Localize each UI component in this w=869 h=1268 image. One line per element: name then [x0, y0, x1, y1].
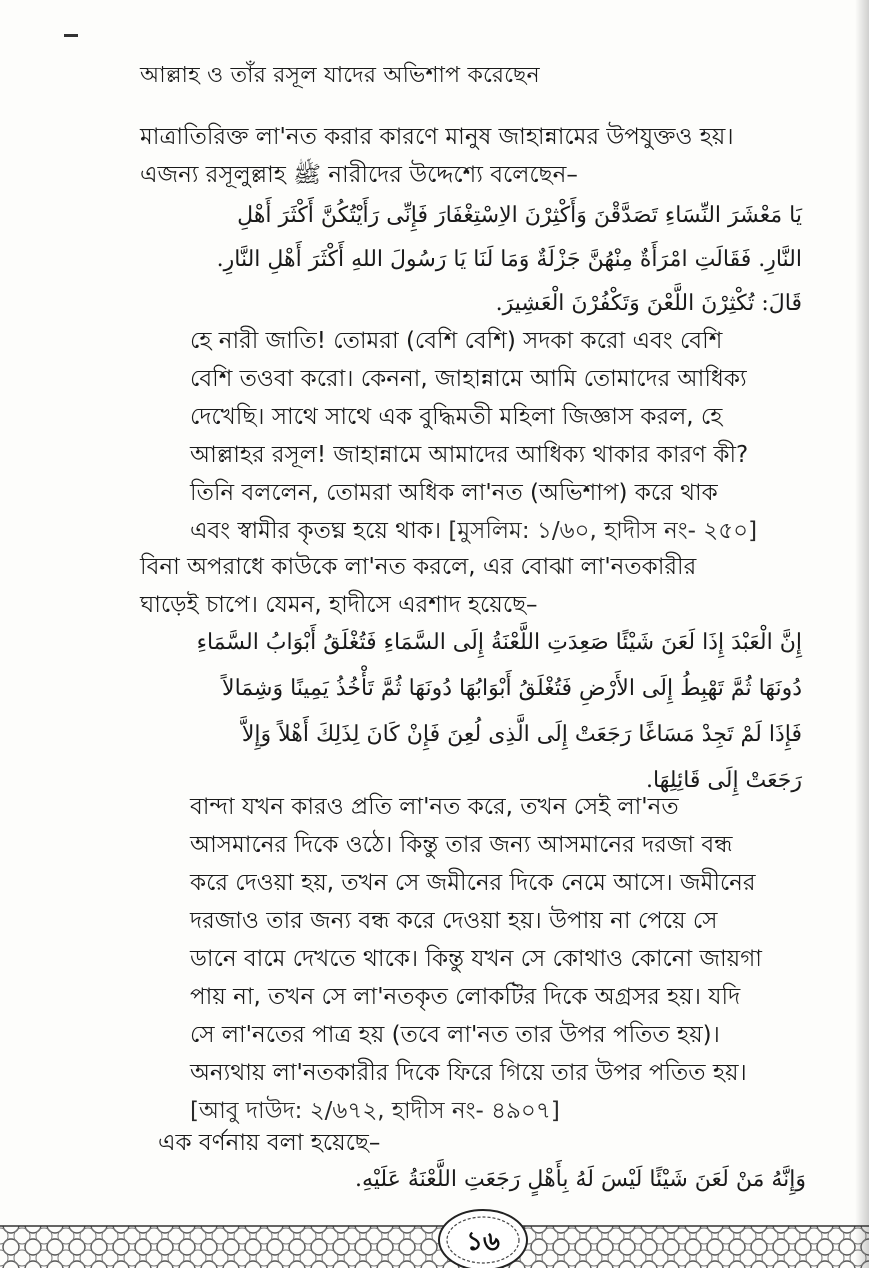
translation-line: বান্দা যখন কারও প্রতি লা'নত করে, তখন সেই লা'নত [190, 794, 679, 820]
translation-line: হে নারী জাতি! তোমরা (বেশি বেশি) সদকা করো এবং বেশি [190, 328, 723, 354]
translation-2 [190, 788, 810, 1130]
paragraph-line: এজন্য রসূলুল্লাহ ﷺ নারীদের উদ্দেশ্যে বলেছেন– [140, 162, 578, 188]
translation-line: বেশি তওবা করো। কেননা, জাহান্নামে আমি তোমাদের আধিক্য [190, 366, 747, 392]
translation-line: দেখেছি। সাথে সাথে এক বুদ্ধিমতী মহিলা জিজ্ঞাস করল, হে [190, 404, 723, 430]
page-number: ১৬ [466, 1227, 500, 1257]
paragraph-line: ঘাড়েই চাপে। যেমন, হাদীসে এরশাদ হয়েছে– [140, 592, 538, 618]
translation-line: সে লা'নতের পাত্র হয় (তবে লা'নত তার উপর পতিত হয়)। [190, 1022, 720, 1048]
paragraph-line: মাত্রাতিরিক্ত লা'নত করার কারণে মানুষ জাহান্নামের উপযুক্তও হয়। [140, 124, 734, 150]
translation-1 [190, 322, 806, 550]
translation-line: করে দেওয়া হয়, তখন সে জমীনের দিকে নেমে আসে। জমীনের [190, 870, 756, 896]
translation-line: অন্যথায় লা'নতকারীর দিকে ফিরে গিয়ে তার উপর পতিত হয়। [190, 1060, 747, 1086]
translation-line: পায় না, তখন সে লা'নতকৃত লোকটির দিকে অগ্রসর হয়। যদি [190, 984, 741, 1010]
paragraph-line: এক বর্ণনায় বলা হয়েছে– [158, 1130, 381, 1156]
page-edge-shadow [855, 0, 869, 1268]
translation-line: আসমানের দিকে ওঠে। কিন্তু তার জন্য আসমানের দরজা বন্ধ [190, 832, 733, 858]
running-header: আল্লাহ ও তাঁর রসূল যাদের অভিশাপ করেছেন [140, 63, 540, 88]
arabic-hadith-1 [190, 194, 802, 326]
paragraph-narration [158, 1124, 758, 1162]
arabic-line: دُونَهَا ثُمَّ تَهْبِطُ إِلَى الأَرْضِ فَتُغْلَقُ أَبْوَابُهَا دُونَهَا ثُمَّ تَأْخُذُ يَمِينًا وَشِمَالاً [222, 676, 802, 701]
arabic-line: يَا مَعْشَرَ النِّسَاءِ تَصَدَّقْنَ وَأَكْثِرْنَ الاِسْتِغْفَارَ فَإِنِّى رَأَيْتُكُنَّ أَكْثَرَ أَهْلِ [237, 203, 802, 228]
ornament-border [0, 1214, 869, 1268]
citation-abu-dawud: [আবু দাউদ: ২/৬৭২, হাদীস নং- ৪৯০৭] [190, 1098, 560, 1124]
arabic-hadith-2 [190, 620, 802, 804]
arabic-line: قَالَ: تُكْثِرْنَ اللَّعْنَ وَتَكْفُرْنَ الْعَشِيرَ. [495, 291, 802, 316]
translation-line: দরজাও তার জন্য বন্ধ করে দেওয়া হয়। উপায় না পেয়ে সে [190, 908, 718, 934]
arabic-line: وَإِنَّهُ مَنْ لَعَنَ شَيْئًا لَيْسَ لَهُ بِأَهْلٍ رَجَعَتِ اللَّعْنَةُ عَلَيْهِ. [355, 1167, 806, 1192]
paragraph-line: বিনা অপরাধে কাউকে লা'নত করলে, এর বোঝা লা'নতকারীর [140, 554, 697, 580]
paragraph-burden [140, 548, 810, 624]
citation-muslim: [মুসলিম: ১/৬০, হাদীস নং- ২৫০] [448, 518, 758, 544]
arabic-line: فَإِذَا لَمْ تَجِدْ مَسَاغًا رَجَعَتْ إِلَى الَّذِى لُعِنَ فَإِنْ كَانَ لِذَلِكَ أَهْلاً وَإِلاَّ [241, 722, 802, 747]
translation-text: এবং স্বামীর কৃতঘ্ন হয়ে থাক। [190, 518, 442, 544]
translation-line [190, 512, 806, 550]
arabic-line: النَّارِ. فَقَالَتِ امْرَأَةٌ مِنْهُنَّ جَزْلَةٌ وَمَا لَنَا يَا رَسُولَ اللهِ أَكْثَرَ أَهْلِ النَّارِ. [216, 247, 802, 272]
arabic-line: إِنَّ الْعَبْدَ إِذَا لَعَنَ شَيْئًا صَعِدَتِ اللَّعْنَةُ إِلَى السَّمَاءِ فَتُغْلَقُ أَبْوَابُ السَّمَاءِ [196, 630, 802, 655]
paragraph-intro [140, 118, 810, 194]
corner-mark [64, 34, 78, 37]
translation-line: তিনি বললেন, তোমরা অধিক লা'নত (অভিশাপ) করে থাক [190, 480, 718, 506]
translation-line: আল্লাহর রসূল! জাহান্নামে আমাদের আধিক্য থাকার কারণ কী? [190, 442, 749, 468]
arabic-hadith-3 [300, 1158, 806, 1202]
translation-line: ডানে বামে দেখতে থাকে। কিন্তু যখন সে কোথাও কোনো জায়গা [190, 946, 762, 972]
arabic-line: رَجَعَتْ إِلَى قَائِلِهَا. [645, 768, 802, 793]
